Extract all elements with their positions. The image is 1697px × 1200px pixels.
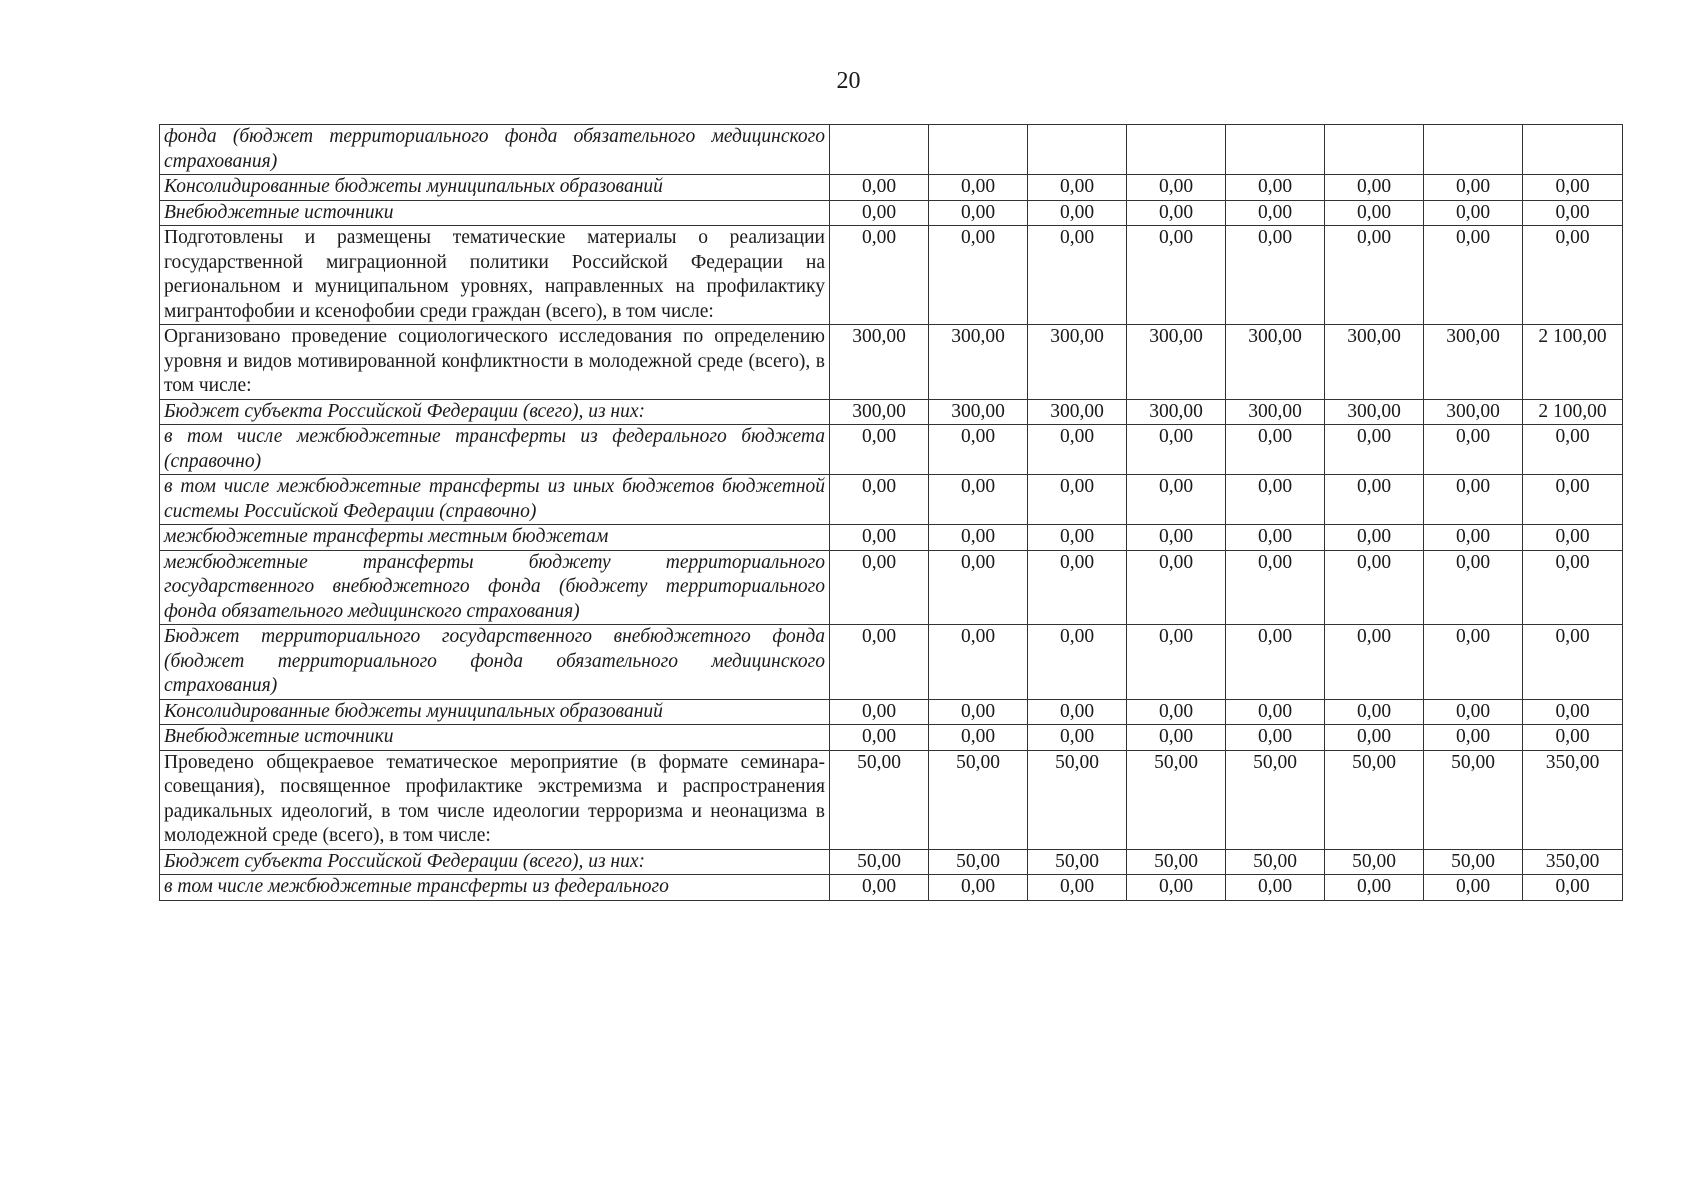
year-value-cell: 50,00 [1127, 750, 1226, 849]
year-value-cell: 0,00 [1028, 475, 1127, 525]
year-value-cell [929, 125, 1028, 175]
year-value-cell: 300,00 [830, 399, 929, 425]
year-value-cell: 0,00 [1226, 625, 1325, 700]
year-value-cell: 300,00 [929, 399, 1028, 425]
year-value-cell: 300,00 [1127, 399, 1226, 425]
year-value-cell: 0,00 [830, 875, 929, 901]
year-value-cell: 0,00 [1028, 699, 1127, 725]
year-value-cell: 50,00 [1127, 849, 1226, 875]
year-value-cell: 50,00 [1424, 750, 1523, 849]
year-value-cell: 50,00 [1226, 849, 1325, 875]
year-value-cell: 0,00 [830, 725, 929, 751]
table-row [160, 699, 1623, 725]
row-label: Подготовлены и размещены тематические материалы о реализации государственной миграционной политики Российской Федерации на региональном и муниципальном уровнях, направленных на профилактику мигрантофобии и ксенофобии среди граждан (всего), в том числе: [160, 226, 830, 325]
table-row [160, 750, 1623, 849]
year-value-cell: 0,00 [830, 200, 929, 226]
table-row [160, 399, 1623, 425]
year-value-cell: 0,00 [1424, 699, 1523, 725]
year-value-cell: 0,00 [1127, 625, 1226, 700]
year-value-cell: 300,00 [1424, 399, 1523, 425]
row-label: Консолидированные бюджеты муниципальных образований [160, 699, 830, 725]
total-value-cell: 350,00 [1523, 849, 1623, 875]
total-value-cell: 2 100,00 [1523, 325, 1623, 400]
year-value-cell: 0,00 [1028, 625, 1127, 700]
year-value-cell: 0,00 [1325, 875, 1424, 901]
year-value-cell: 0,00 [1325, 175, 1424, 201]
year-value-cell: 0,00 [1028, 525, 1127, 551]
year-value-cell: 0,00 [1424, 625, 1523, 700]
year-value-cell: 0,00 [1028, 200, 1127, 226]
year-value-cell: 0,00 [1325, 525, 1424, 551]
year-value-cell: 300,00 [1325, 325, 1424, 400]
year-value-cell: 0,00 [1424, 226, 1523, 325]
year-value-cell: 0,00 [929, 425, 1028, 475]
year-value-cell: 0,00 [1325, 550, 1424, 625]
year-value-cell: 0,00 [1424, 175, 1523, 201]
row-label: Бюджет субъекта Российской Федерации (всего), из них: [160, 399, 830, 425]
year-value-cell: 0,00 [830, 699, 929, 725]
year-value-cell: 0,00 [1226, 875, 1325, 901]
row-label: фонда (бюджет территориального фонда обязательного медицинского страхования) [160, 125, 830, 175]
budget-table [159, 124, 1623, 901]
row-label: Внебюджетные источники [160, 725, 830, 751]
total-value-cell: 0,00 [1523, 725, 1623, 751]
year-value-cell: 0,00 [1424, 425, 1523, 475]
year-value-cell: 0,00 [830, 475, 929, 525]
year-value-cell: 50,00 [1325, 750, 1424, 849]
total-value-cell: 0,00 [1523, 200, 1623, 226]
year-value-cell: 0,00 [1127, 550, 1226, 625]
row-label: в том числе межбюджетные трансферты из федерального [160, 875, 830, 901]
year-value-cell: 0,00 [1028, 725, 1127, 751]
table-row [160, 875, 1623, 901]
year-value-cell: 300,00 [929, 325, 1028, 400]
year-value-cell: 0,00 [1424, 525, 1523, 551]
year-value-cell: 0,00 [1424, 475, 1523, 525]
year-value-cell: 0,00 [929, 200, 1028, 226]
year-value-cell: 0,00 [929, 226, 1028, 325]
row-label: межбюджетные трансферты бюджету территориального государственного внебюджетного фонда (бюджету территориального фонда обязательного медицинского страхования) [160, 550, 830, 625]
year-value-cell: 50,00 [1028, 750, 1127, 849]
year-value-cell: 0,00 [1226, 226, 1325, 325]
total-value-cell [1523, 125, 1623, 175]
table-row [160, 849, 1623, 875]
year-value-cell: 0,00 [1325, 200, 1424, 226]
total-value-cell: 0,00 [1523, 875, 1623, 901]
row-label: межбюджетные трансферты местным бюджетам [160, 525, 830, 551]
total-value-cell: 0,00 [1523, 625, 1623, 700]
table-row [160, 425, 1623, 475]
table-row [160, 200, 1623, 226]
year-value-cell: 300,00 [1226, 325, 1325, 400]
year-value-cell: 0,00 [1325, 425, 1424, 475]
year-value-cell: 0,00 [1226, 550, 1325, 625]
total-value-cell: 0,00 [1523, 525, 1623, 551]
year-value-cell: 0,00 [830, 175, 929, 201]
table-row [160, 725, 1623, 751]
year-value-cell: 0,00 [1127, 425, 1226, 475]
year-value-cell: 0,00 [1127, 699, 1226, 725]
year-value-cell: 300,00 [1226, 399, 1325, 425]
total-value-cell: 350,00 [1523, 750, 1623, 849]
year-value-cell: 0,00 [1325, 699, 1424, 725]
year-value-cell: 0,00 [1424, 875, 1523, 901]
year-value-cell: 50,00 [929, 750, 1028, 849]
year-value-cell: 0,00 [1226, 200, 1325, 226]
year-value-cell: 0,00 [929, 175, 1028, 201]
year-value-cell: 0,00 [1028, 425, 1127, 475]
row-label: в том числе межбюджетные трансферты из федерального бюджета (справочно) [160, 425, 830, 475]
year-value-cell: 0,00 [1028, 226, 1127, 325]
year-value-cell: 0,00 [830, 226, 929, 325]
year-value-cell: 0,00 [1028, 175, 1127, 201]
row-label: Бюджет субъекта Российской Федерации (всего), из них: [160, 849, 830, 875]
row-label: в том числе межбюджетные трансферты из иных бюджетов бюджетной системы Российской Федерации (справочно) [160, 475, 830, 525]
year-value-cell: 0,00 [1226, 425, 1325, 475]
year-value-cell: 0,00 [929, 875, 1028, 901]
year-value-cell: 0,00 [1028, 875, 1127, 901]
table-row [160, 625, 1623, 700]
table-row [160, 325, 1623, 400]
year-value-cell: 0,00 [929, 550, 1028, 625]
year-value-cell: 0,00 [1226, 725, 1325, 751]
year-value-cell: 0,00 [1127, 200, 1226, 226]
row-label: Бюджет территориального государственного внебюджетного фонда (бюджет территориального фонда обязательного медицинского страхования) [160, 625, 830, 700]
year-value-cell: 0,00 [1325, 475, 1424, 525]
table-row [160, 525, 1623, 551]
table-row [160, 550, 1623, 625]
year-value-cell: 0,00 [830, 425, 929, 475]
year-value-cell: 0,00 [830, 525, 929, 551]
year-value-cell: 50,00 [830, 750, 929, 849]
total-value-cell: 0,00 [1523, 699, 1623, 725]
year-value-cell: 0,00 [1127, 475, 1226, 525]
year-value-cell: 50,00 [1028, 849, 1127, 875]
year-value-cell: 0,00 [1127, 725, 1226, 751]
year-value-cell [1127, 125, 1226, 175]
year-value-cell: 0,00 [1325, 625, 1424, 700]
year-value-cell: 0,00 [1028, 550, 1127, 625]
year-value-cell: 0,00 [929, 525, 1028, 551]
year-value-cell: 0,00 [1127, 875, 1226, 901]
year-value-cell: 50,00 [1424, 849, 1523, 875]
total-value-cell: 0,00 [1523, 475, 1623, 525]
year-value-cell: 300,00 [1028, 325, 1127, 400]
year-value-cell: 0,00 [929, 725, 1028, 751]
total-value-cell: 0,00 [1523, 550, 1623, 625]
year-value-cell [1226, 125, 1325, 175]
year-value-cell: 50,00 [1226, 750, 1325, 849]
year-value-cell: 0,00 [1127, 175, 1226, 201]
table-row [160, 226, 1623, 325]
year-value-cell: 50,00 [1325, 849, 1424, 875]
year-value-cell: 0,00 [929, 475, 1028, 525]
year-value-cell: 50,00 [929, 849, 1028, 875]
page-number: 20 [836, 68, 861, 94]
year-value-cell: 300,00 [1424, 325, 1523, 400]
year-value-cell: 0,00 [1424, 550, 1523, 625]
table-row [160, 125, 1623, 175]
row-label: Внебюджетные источники [160, 200, 830, 226]
row-label: Организовано проведение социологического исследования по определению уровня и видов мотивированной конфликтности в молодежной среде (всего), в том числе: [160, 325, 830, 400]
total-value-cell: 0,00 [1523, 175, 1623, 201]
year-value-cell: 300,00 [1325, 399, 1424, 425]
year-value-cell: 0,00 [1127, 525, 1226, 551]
year-value-cell: 0,00 [1226, 525, 1325, 551]
year-value-cell: 300,00 [1028, 399, 1127, 425]
year-value-cell: 0,00 [1325, 725, 1424, 751]
year-value-cell: 0,00 [1325, 226, 1424, 325]
year-value-cell [1028, 125, 1127, 175]
total-value-cell: 0,00 [1523, 425, 1623, 475]
year-value-cell [830, 125, 929, 175]
year-value-cell [1325, 125, 1424, 175]
year-value-cell: 0,00 [929, 625, 1028, 700]
year-value-cell: 300,00 [1127, 325, 1226, 400]
row-label: Консолидированные бюджеты муниципальных образований [160, 175, 830, 201]
total-value-cell: 2 100,00 [1523, 399, 1623, 425]
year-value-cell: 300,00 [830, 325, 929, 400]
year-value-cell: 0,00 [929, 699, 1028, 725]
year-value-cell: 0,00 [1226, 699, 1325, 725]
year-value-cell: 0,00 [1226, 475, 1325, 525]
year-value-cell [1424, 125, 1523, 175]
year-value-cell: 0,00 [1424, 200, 1523, 226]
year-value-cell: 0,00 [1226, 175, 1325, 201]
total-value-cell: 0,00 [1523, 226, 1623, 325]
row-label: Проведено общекраевое тематическое мероприятие (в формате семинара-совещания), посвященное профилактике экстремизма и распространения радикальных идеологий, в том числе идеологии терроризма и неонацизма в молодежной среде (всего), в том числе: [160, 750, 830, 849]
year-value-cell: 0,00 [830, 550, 929, 625]
year-value-cell: 50,00 [830, 849, 929, 875]
table-row [160, 475, 1623, 525]
year-value-cell: 0,00 [830, 625, 929, 700]
year-value-cell: 0,00 [1127, 226, 1226, 325]
table-row [160, 175, 1623, 201]
year-value-cell: 0,00 [1424, 725, 1523, 751]
